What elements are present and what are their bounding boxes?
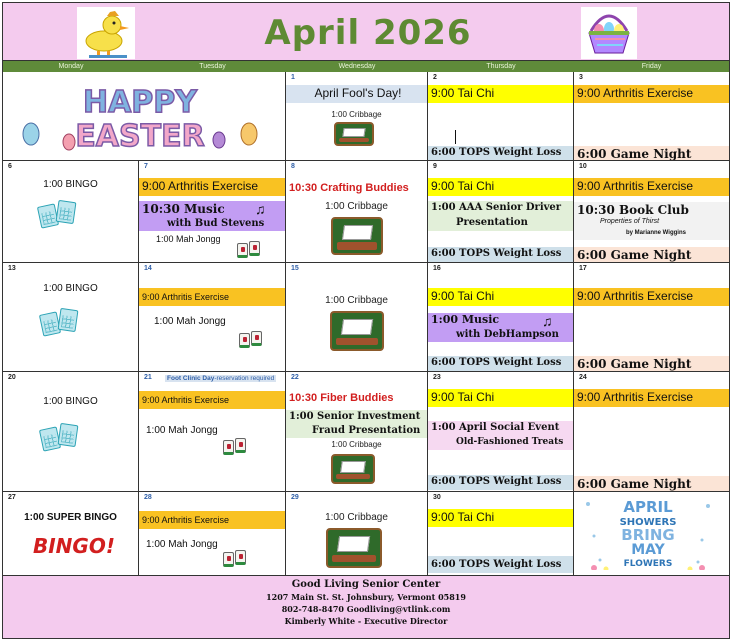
cribbage-board-icon <box>330 311 384 351</box>
event-bingo: 1:00 BINGO <box>43 283 98 294</box>
cribbage-label: 1:00 Cribbage <box>331 110 382 119</box>
event-tai-chi: 9:00 Tai Chi <box>428 288 573 306</box>
foot-clinic-label: Foot Clinic Day <box>167 375 215 382</box>
day-number: 28 <box>144 494 152 501</box>
event-mah-jongg: 1:00 Mah Jongg <box>146 539 218 550</box>
day-cell-22 <box>286 372 428 492</box>
event-tops: 6:00 TOPS Weight Loss <box>428 247 573 262</box>
event-crafting-buddies: 10:30 Crafting Buddies <box>289 182 409 194</box>
happy-easter-graphic <box>9 82 271 152</box>
april-showers-graphic <box>580 496 716 570</box>
day-cell-3 <box>574 72 729 161</box>
cribbage-board-icon <box>331 454 375 484</box>
event-game-night: 6:00 Game Night <box>574 146 729 161</box>
day-number: 6 <box>8 163 12 170</box>
event-tops: 6:00 TOPS Weight Loss <box>428 146 573 161</box>
day-number: 22 <box>291 374 299 381</box>
center-director: Kimberly White - Executive Director <box>284 616 448 626</box>
day-number: 29 <box>291 494 299 501</box>
center-name: Good Living Senior Center <box>291 579 441 590</box>
event-music-performer: with DebHampson <box>428 328 573 342</box>
day-number: 16 <box>433 265 441 272</box>
bingo-card-icon <box>56 200 77 224</box>
svg-text:APRIL: APRIL <box>623 498 673 516</box>
day-cell-13 <box>3 263 139 372</box>
day-number: 17 <box>579 265 587 272</box>
day-number: 24 <box>579 374 587 381</box>
bingo-logo: BINGO! <box>33 534 115 558</box>
event-arthritis-exercise: 9:00 Arthritis Exercise <box>139 511 285 529</box>
day-cell-8 <box>286 161 428 263</box>
event-bingo: 1:00 BINGO <box>43 396 98 407</box>
event-arthritis-exercise: 9:00 Arthritis Exercise <box>574 288 729 306</box>
event-arthritis-exercise: 9:00 Arthritis Exercise <box>139 178 285 196</box>
day-cell-14 <box>139 263 286 372</box>
event-super-bingo: 1:00 SUPER BINGO <box>24 512 117 523</box>
event-mah-jongg: 1:00 Mah Jongg <box>156 234 221 244</box>
event-tai-chi: 9:00 Tai Chi <box>428 389 573 407</box>
event-old-fashioned-treats: Old-Fashioned Treats <box>428 436 573 450</box>
event-tops: 6:00 TOPS Weight Loss <box>428 556 573 573</box>
day-cell-15 <box>286 263 428 372</box>
bingo-card-icon <box>58 423 79 447</box>
event-bingo: 1:00 BINGO <box>43 179 98 190</box>
calendar-header <box>3 3 729 61</box>
cribbage-board-icon <box>331 217 383 255</box>
event-fiber-buddies: 10:30 Fiber Buddies <box>289 392 394 404</box>
april-showers-cell <box>574 492 729 576</box>
event-tops: 6:00 TOPS Weight Loss <box>428 475 573 490</box>
event-music: 10:30 Music <box>139 201 285 217</box>
day-number: 15 <box>291 265 299 272</box>
cribbage-label: 1:00 Cribbage <box>325 512 388 523</box>
svg-text:BRING: BRING <box>621 526 675 544</box>
book-title: Properties of Thirst <box>574 218 729 230</box>
day-cell-29 <box>286 492 428 576</box>
cribbage-label: 1:00 Cribbage <box>325 201 388 212</box>
footer-contact <box>3 576 729 638</box>
event-book-club: 10:30 Book Club <box>574 202 729 218</box>
weekday-wednesday: Wednesday <box>338 63 376 70</box>
day-number: 10 <box>579 163 587 170</box>
event-music-performer: with Bud Stevens <box>139 217 285 231</box>
event-tai-chi: 9:00 Tai Chi <box>428 85 573 103</box>
svg-text:HAPPY: HAPPY <box>82 85 198 120</box>
day-cell-16 <box>428 263 574 372</box>
cribbage-board-icon <box>334 122 374 146</box>
day-number: 8 <box>291 163 295 170</box>
weekday-monday: Monday <box>58 63 84 70</box>
day-number: 3 <box>579 74 583 81</box>
day-cell-17 <box>574 263 729 372</box>
day-number: 21 <box>144 374 152 381</box>
easter-basket-icon <box>581 7 637 59</box>
happy-easter-cell <box>3 72 286 161</box>
event-tops: 6:00 TOPS Weight Loss <box>428 356 573 371</box>
mah-jongg-tiles-icon <box>223 550 249 568</box>
center-address: 1207 Main St. St. Johnsbury, Vermont 05819 <box>266 592 466 602</box>
event-game-night: 6:00 Game Night <box>574 476 729 492</box>
day-cell-24 <box>574 372 729 492</box>
book-author: by Marianne Wiggins <box>574 230 729 240</box>
music-note-icon: ♫ <box>542 313 553 329</box>
day-number: 14 <box>144 265 152 272</box>
calendar-page <box>2 2 730 639</box>
day-number: 7 <box>144 163 148 170</box>
day-number: 9 <box>433 163 437 170</box>
event-arthritis-exercise: 9:00 Arthritis Exercise <box>574 85 729 103</box>
day-number: 2 <box>433 74 437 81</box>
event-tai-chi: 9:00 Tai Chi <box>428 178 573 196</box>
day-number: 30 <box>433 494 441 501</box>
event-fraud-presentation: Fraud Presentation <box>286 424 427 438</box>
day-cell-20 <box>3 372 139 492</box>
event-tai-chi: 9:00 Tai Chi <box>428 509 573 527</box>
svg-text:MAY: MAY <box>631 542 665 558</box>
mah-jongg-tiles-icon <box>223 438 249 456</box>
weekday-bar <box>3 61 729 72</box>
event-april-social: 1:00 April Social Event <box>428 421 573 436</box>
svg-text:SHOWERS: SHOWERS <box>619 517 677 528</box>
day-number: 27 <box>8 494 16 501</box>
event-game-night: 6:00 Game Night <box>574 247 729 263</box>
event-mah-jongg: 1:00 Mah Jongg <box>146 425 218 436</box>
event-mah-jongg: 1:00 Mah Jongg <box>154 316 226 327</box>
day-cell-6 <box>3 161 139 263</box>
mah-jongg-tiles-icon <box>239 331 265 349</box>
day-number: 1 <box>291 74 295 81</box>
event-arthritis-exercise: 9:00 Arthritis Exercise <box>574 389 729 407</box>
event-arthritis-exercise: 9:00 Arthritis Exercise <box>139 391 285 409</box>
weekday-thursday: Thursday <box>486 63 516 70</box>
day-number: 13 <box>8 265 16 272</box>
day-cell-10 <box>574 161 729 263</box>
day-cell-30 <box>428 492 574 576</box>
day-cell-23 <box>428 372 574 492</box>
bingo-card-icon <box>58 308 79 332</box>
event-aaa-driver-detail: Presentation <box>428 216 573 231</box>
day-cell-21 <box>139 372 286 492</box>
day-number: 23 <box>433 374 441 381</box>
event-senior-investment: 1:00 Senior Investment <box>286 410 427 424</box>
day-number: 20 <box>8 374 16 381</box>
page-title: April 2026 <box>264 13 472 53</box>
day-cell-7 <box>139 161 286 263</box>
day-cell-27 <box>3 492 139 576</box>
day-cell-1 <box>286 72 428 161</box>
day-cell-9 <box>428 161 574 263</box>
event-april-fools: April Fool's Day! <box>286 85 427 103</box>
music-note-icon: ♫ <box>255 201 266 217</box>
duck-icon <box>77 7 135 59</box>
weekday-tuesday: Tuesday <box>199 63 226 70</box>
day-cell-28 <box>139 492 286 576</box>
foot-clinic-note: -reservation required <box>214 375 275 382</box>
svg-text:EASTER: EASTER <box>75 119 205 152</box>
event-arthritis-exercise: 9:00 Arthritis Exercise <box>574 178 729 196</box>
day-cell-2 <box>428 72 574 161</box>
event-aaa-driver: 1:00 AAA Senior Driver <box>428 201 573 216</box>
event-game-night: 6:00 Game Night <box>574 356 729 372</box>
weekday-friday: Friday <box>641 63 662 70</box>
cribbage-board-icon <box>326 528 382 568</box>
event-music: 1:00 Music <box>428 313 573 328</box>
cribbage-label: 1:00 Cribbage <box>331 440 382 449</box>
cribbage-label: 1:00 Cribbage <box>325 295 388 306</box>
svg-text:FLOWERS: FLOWERS <box>623 559 673 569</box>
mah-jongg-tiles-icon <box>237 241 263 259</box>
center-contact: 802-748-8470 Goodliving@vtlink.com <box>281 604 451 614</box>
event-arthritis-exercise: 9:00 Arthritis Exercise <box>139 288 285 306</box>
